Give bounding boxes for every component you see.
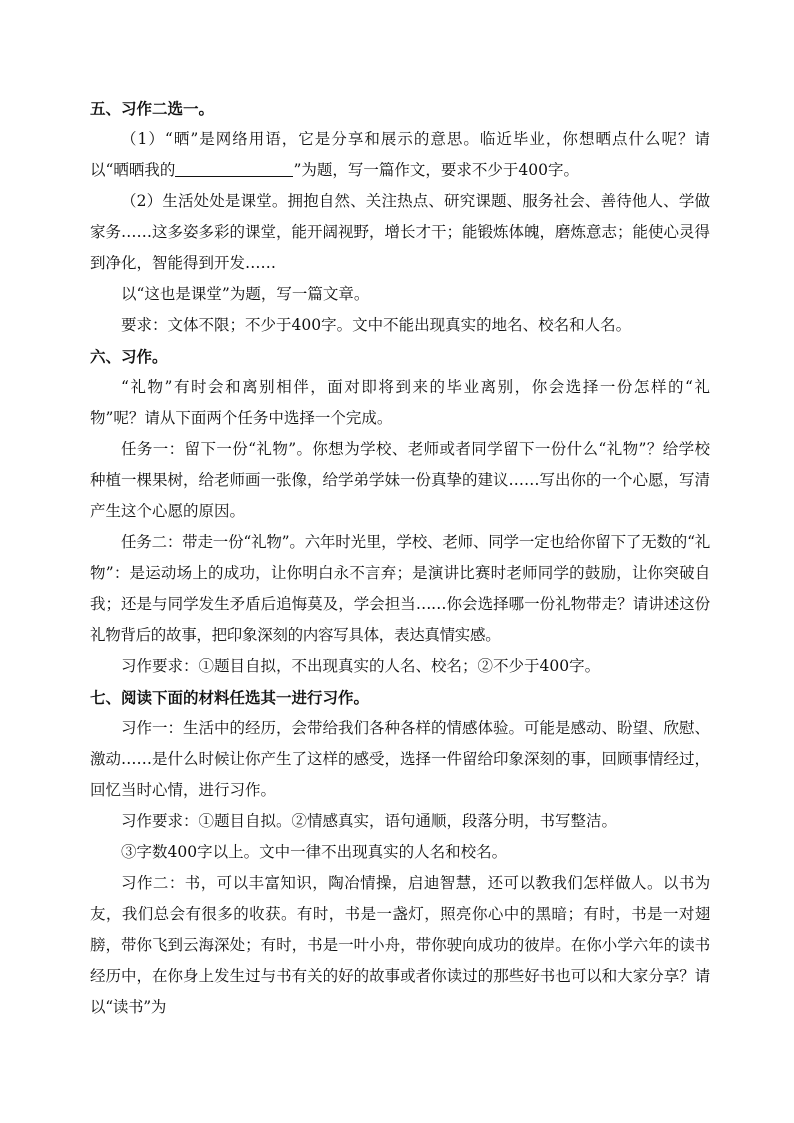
section-7-paragraph-3: ③字数400字以上。文中一律不出现真实的人名和校名。 [121,843,508,861]
section-7-title: 七、阅读下面的材料任选其一进行习作。 [90,688,370,707]
section-7-paragraph-4: 习作二：书，可以丰富知识，陶冶情操，启迪智慧，还可以教我们怎样做人。以书为友，我们总会有很多的收获。有时，书是一盏灯，照亮你心中的黑暗；有时，书是一对翅膀，带你飞到云海深处；有时，书是一叶小舟，带你驶向成功的彼岸。在你小学六年的读书经历中，在你身上发生过与书有关的好的故事或者你读过的那些好书也可以和大家分享？请以“读书”为 [90,874,710,1016]
section-5-paragraph-1-part-2: ”为题，写一篇作文，要求不少于400字。 [293,161,579,179]
section-5-title: 五、习作二选一。 [90,99,215,118]
section-7-paragraph-1: 习作一：生活中的经历，会带给我们各种各样的情感体验。可能是感动、盼望、欣慰、激动……是什么时候让你产生了这样的感受，选择一件留给印象深刻的事，回顾事情经过，回忆当时心情，进行习作。 [90,719,711,799]
section-6-paragraph-2: 任务一：留下一份“礼物”。你想为学校、老师或者同学留下一份什么“礼物”？给学校种植一棵果树，给老师画一张像，给学弟学妹一份真挚的建议……写出你的一个心愿，写清产生这个心愿的原因。 [90,440,711,520]
section-5-paragraph-3: 以“这也是课堂”为题，写一篇文章。 [121,285,370,303]
section-6-paragraph-1: “礼物”有时会和离别相伴，面对即将到来的毕业离别，你会选择一份怎样的“礼物”呢？请从下面两个任务中选择一个完成。 [90,378,710,427]
section-6-paragraph-4: 习作要求：①题目自拟，不出现真实的人名、校名；②不少于400字。 [121,657,601,675]
section-5-paragraph-2: （2）生活处处是课堂。拥抱自然、关注热点、研究课题、服务社会、善待他人、学做家务……这多姿多彩的课堂，能开阔视野，增长才干；能锻炼体魄，磨炼意志；能使心灵得到净化，智能得到开发…… [90,192,711,272]
section-5-paragraph-1-part-1: （1）“晒”是网络用语，它是分享和展示的意思。临近毕业，你想晒点什么呢？请以“晒晒我的 [90,130,710,179]
section-7-paragraph-2: 习作要求：①题目自拟。②情感真实，语句通顺，段落分明，书写整洁。 [121,812,618,830]
section-6-paragraph-3: 任务二：带走一份“礼物”。六年时光里，学校、老师、同学一定也给你留下了无数的“礼物”：是运动场上的成功，让你明白永不言弃；是演讲比赛时老师同学的鼓励，让你突破自我；还是与同学发生矛盾后追悔莫及，学会担当……你会选择哪一份礼物带走？请讲述这份礼物背后的故事，把印象深刻的内容写具体，表达真情实感。 [90,533,710,644]
section-6-title: 六、习作。 [90,347,168,366]
document-content [90,93,710,1023]
section-5-paragraph-1 [90,124,710,186]
section-5-paragraph-4: 要求：文体不限；不少于400字。文中不能出现真实的地名、校名和人名。 [121,316,632,334]
fill-in-blank [175,161,293,178]
